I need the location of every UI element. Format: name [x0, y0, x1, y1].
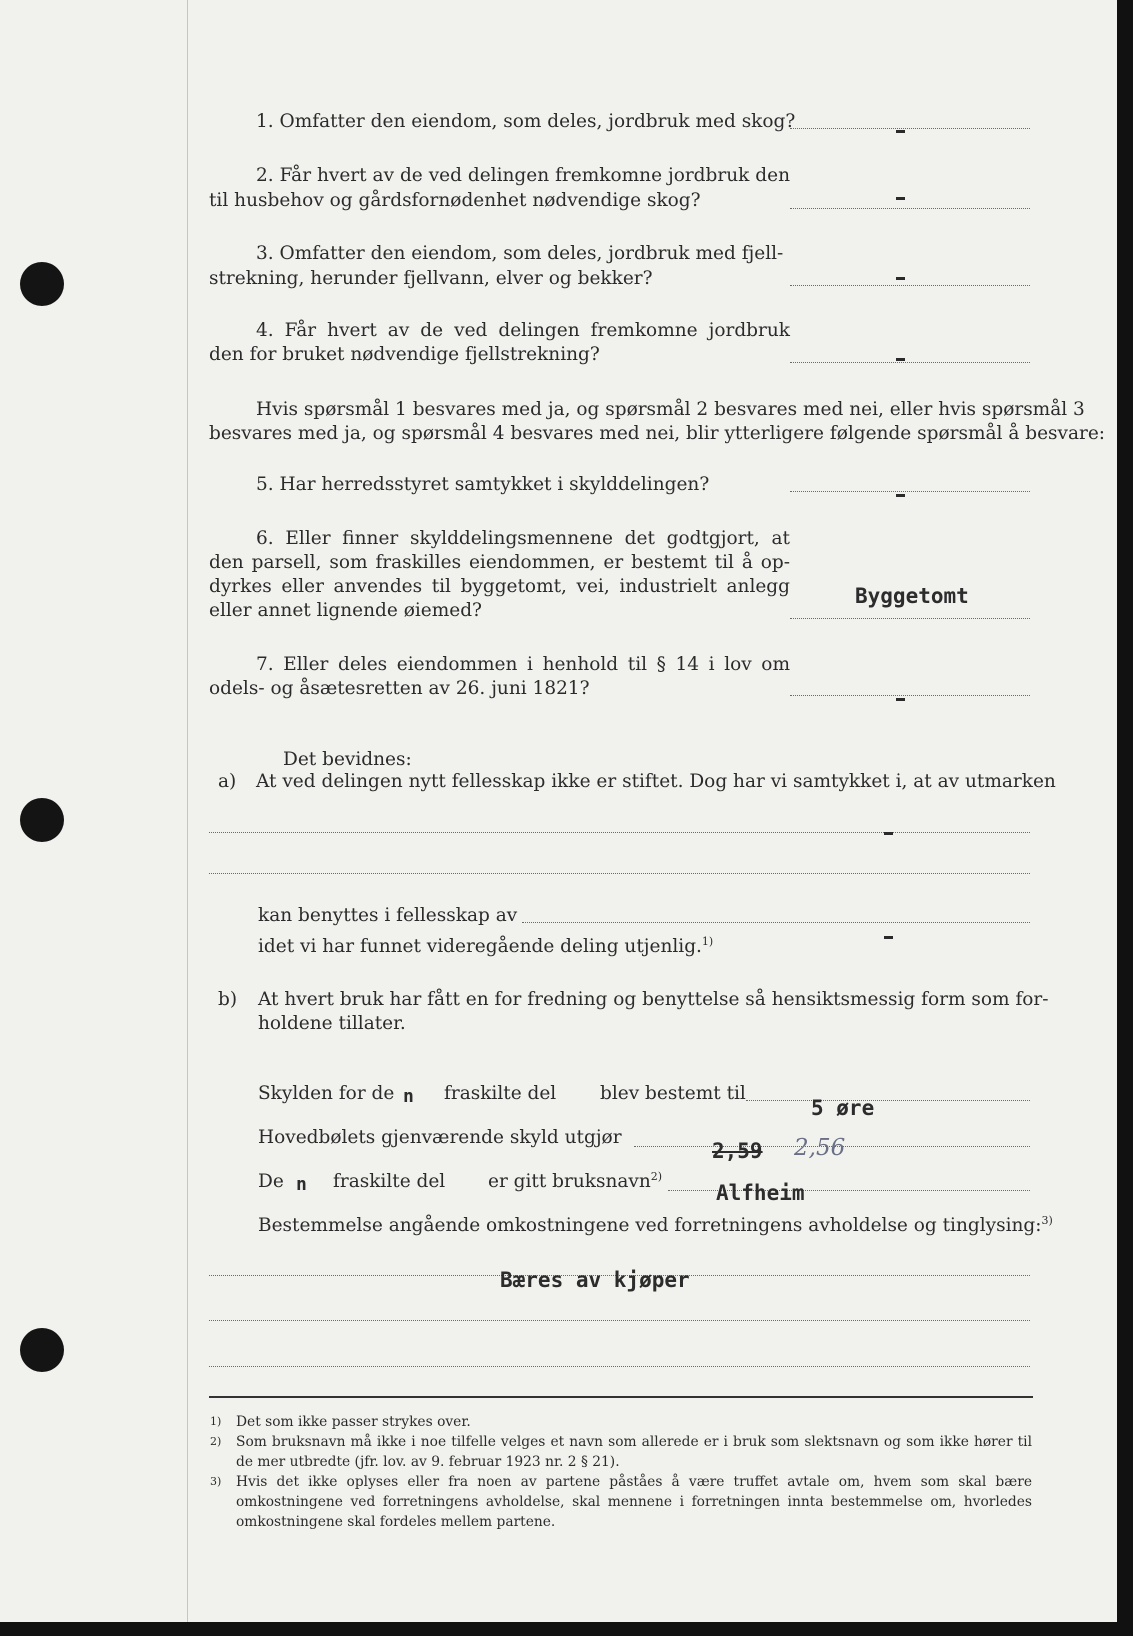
answer-q4 [896, 358, 905, 361]
footnote-separator [209, 1396, 1033, 1398]
answer-shared [884, 936, 893, 939]
item-b-label: b) [218, 989, 238, 1010]
condition-line-2: besvares med ja, og spørsmål 4 besvares med nei, blir ytterligere følgende spørsmål å besvare: [209, 423, 1106, 444]
bruk-label: De [258, 1171, 284, 1192]
bruk-fraskilte: fraskilte del [333, 1171, 446, 1192]
bruk-number-mark: n [296, 1174, 307, 1195]
skyld-number-mark: n [403, 1086, 414, 1107]
blank-line [209, 873, 1030, 874]
skyld-value: 5 øre [811, 1096, 875, 1120]
answer-a [884, 832, 893, 835]
answer-line [790, 695, 1030, 696]
condition-line-1: Hvis spørsmål 1 besvares med ja, og spørsmål 2 besvares med nei, eller hvis spørsmål 3 [256, 399, 1085, 420]
question-4-line-1: 4. Får hvert av de ved delingen fremkomne jordbruk [256, 320, 790, 341]
footnote-1: 1) Det som ikke passer strykes over. [210, 1414, 471, 1430]
answer-q2 [896, 197, 905, 200]
further-deling-text: idet vi har funnet videregående deling utjenlig.$^{1)}$ [258, 934, 714, 957]
blank-line [209, 1320, 1030, 1321]
answer-line [790, 128, 1030, 129]
answer-q6: Byggetomt [855, 584, 969, 608]
question-2-line-2: til husbehov og gårdsfornødenhet nødvendige skog? [209, 190, 701, 211]
answer-line [790, 285, 1030, 286]
answer-line [790, 208, 1030, 209]
question-4-line-2: den for bruket nødvendige fjellstrekning? [209, 344, 600, 365]
skyld-fraskilte: fraskilte del [444, 1083, 557, 1104]
bruksnavn-value: Alfheim [716, 1181, 805, 1205]
answer-q3 [896, 277, 905, 280]
skyld-label: Skylden for de [258, 1083, 395, 1104]
answer-line [522, 922, 1030, 923]
hovedbol-new-value: 2,56 [794, 1135, 846, 1161]
bruk-bruksnavn: er gitt bruksnavn$^{2)}$ [488, 1169, 663, 1192]
blank-line [209, 832, 1030, 833]
margin-line [187, 0, 188, 1622]
answer-q1 [896, 130, 905, 133]
question-7-line-2: odels- og åsætesretten av 26. juni 1821? [209, 678, 590, 699]
answer-q7 [896, 698, 905, 701]
question-3-line-1: 3. Omfatter den eiendom, som deles, jordbruk med fjell- [256, 243, 784, 264]
answer-q5 [896, 494, 905, 497]
attest-heading: Det bevidnes: [283, 749, 412, 770]
bestemmelse-value: Bæres av kjøper [500, 1268, 690, 1292]
shared-use-text: kan benyttes i fellesskap av [258, 905, 518, 926]
bestemmelse-label: Bestemmelse angående omkostningene ved forretningens avholdelse og tinglysing:$^{3)}$ [258, 1213, 1053, 1236]
blank-line [209, 1366, 1030, 1367]
question-6-line-3: dyrkes eller anvendes til byggetomt, vei, industrielt anlegg [209, 576, 790, 597]
answer-line [790, 362, 1030, 363]
answer-line [790, 618, 1030, 619]
item-a-text: At ved delingen nytt fellesskap ikke er stiftet. Dog har vi samtykket i, at av utmarken [256, 771, 1056, 792]
answer-line [790, 491, 1030, 492]
question-7-line-1: 7. Eller deles eiendommen i henhold til § 14 i lov om [256, 654, 790, 675]
question-6-line-1: 6. Eller finner skylddelingsmennene det godtgjort, at [256, 528, 790, 549]
binder-hole [20, 1328, 64, 1372]
question-6-line-2: den parsell, som fraskilles eiendommen, er bestemt til å op- [209, 552, 790, 573]
skyld-bestemt: blev bestemt til [600, 1083, 746, 1104]
binder-hole [20, 262, 64, 306]
answer-line [746, 1100, 1030, 1101]
question-1: 1. Omfatter den eiendom, som deles, jordbruk med skog? [256, 111, 796, 132]
item-a-label: a) [218, 771, 237, 792]
hovedbol-old-value: 2,59 [712, 1139, 763, 1163]
footnote-2: 2) Som bruksnavn må ikke i noe tilfelle velges et navn som allerede er i bruk som slektsnavn og som ikke hører til de mer utbredte (jfr. lov. av 9. februar 1923 nr. 2 § 21). [210, 1434, 1032, 1470]
question-3-line-2: strekning, herunder fjellvann, elver og bekker? [209, 268, 653, 289]
footnote-3: 3) Hvis det ikke oplyses eller fra noen av partene påståes å være truffet avtale om, hvem som skal bære omkostningene ved forretningens avholdelse, skal mennene i forretningen innta bestemmelse om, hvorledes omkostningene skal fordeles mellem partene. [210, 1474, 1032, 1530]
question-6-line-4: eller annet lignende øiemed? [209, 600, 482, 621]
item-b-line-2: holdene tillater. [258, 1013, 406, 1034]
question-2-line-1: 2. Får hvert av de ved delingen fremkomne jordbruk den [256, 165, 790, 186]
item-b-line-1: At hvert bruk har fått en for fredning og benyttelse så hensiktsmessig form som for- [258, 989, 1049, 1010]
hovedbol-label: Hovedbølets gjenværende skyld utgjør [258, 1127, 622, 1148]
question-5: 5. Har herredsstyret samtykket i skylddelingen? [256, 474, 710, 495]
binder-hole [20, 798, 64, 842]
